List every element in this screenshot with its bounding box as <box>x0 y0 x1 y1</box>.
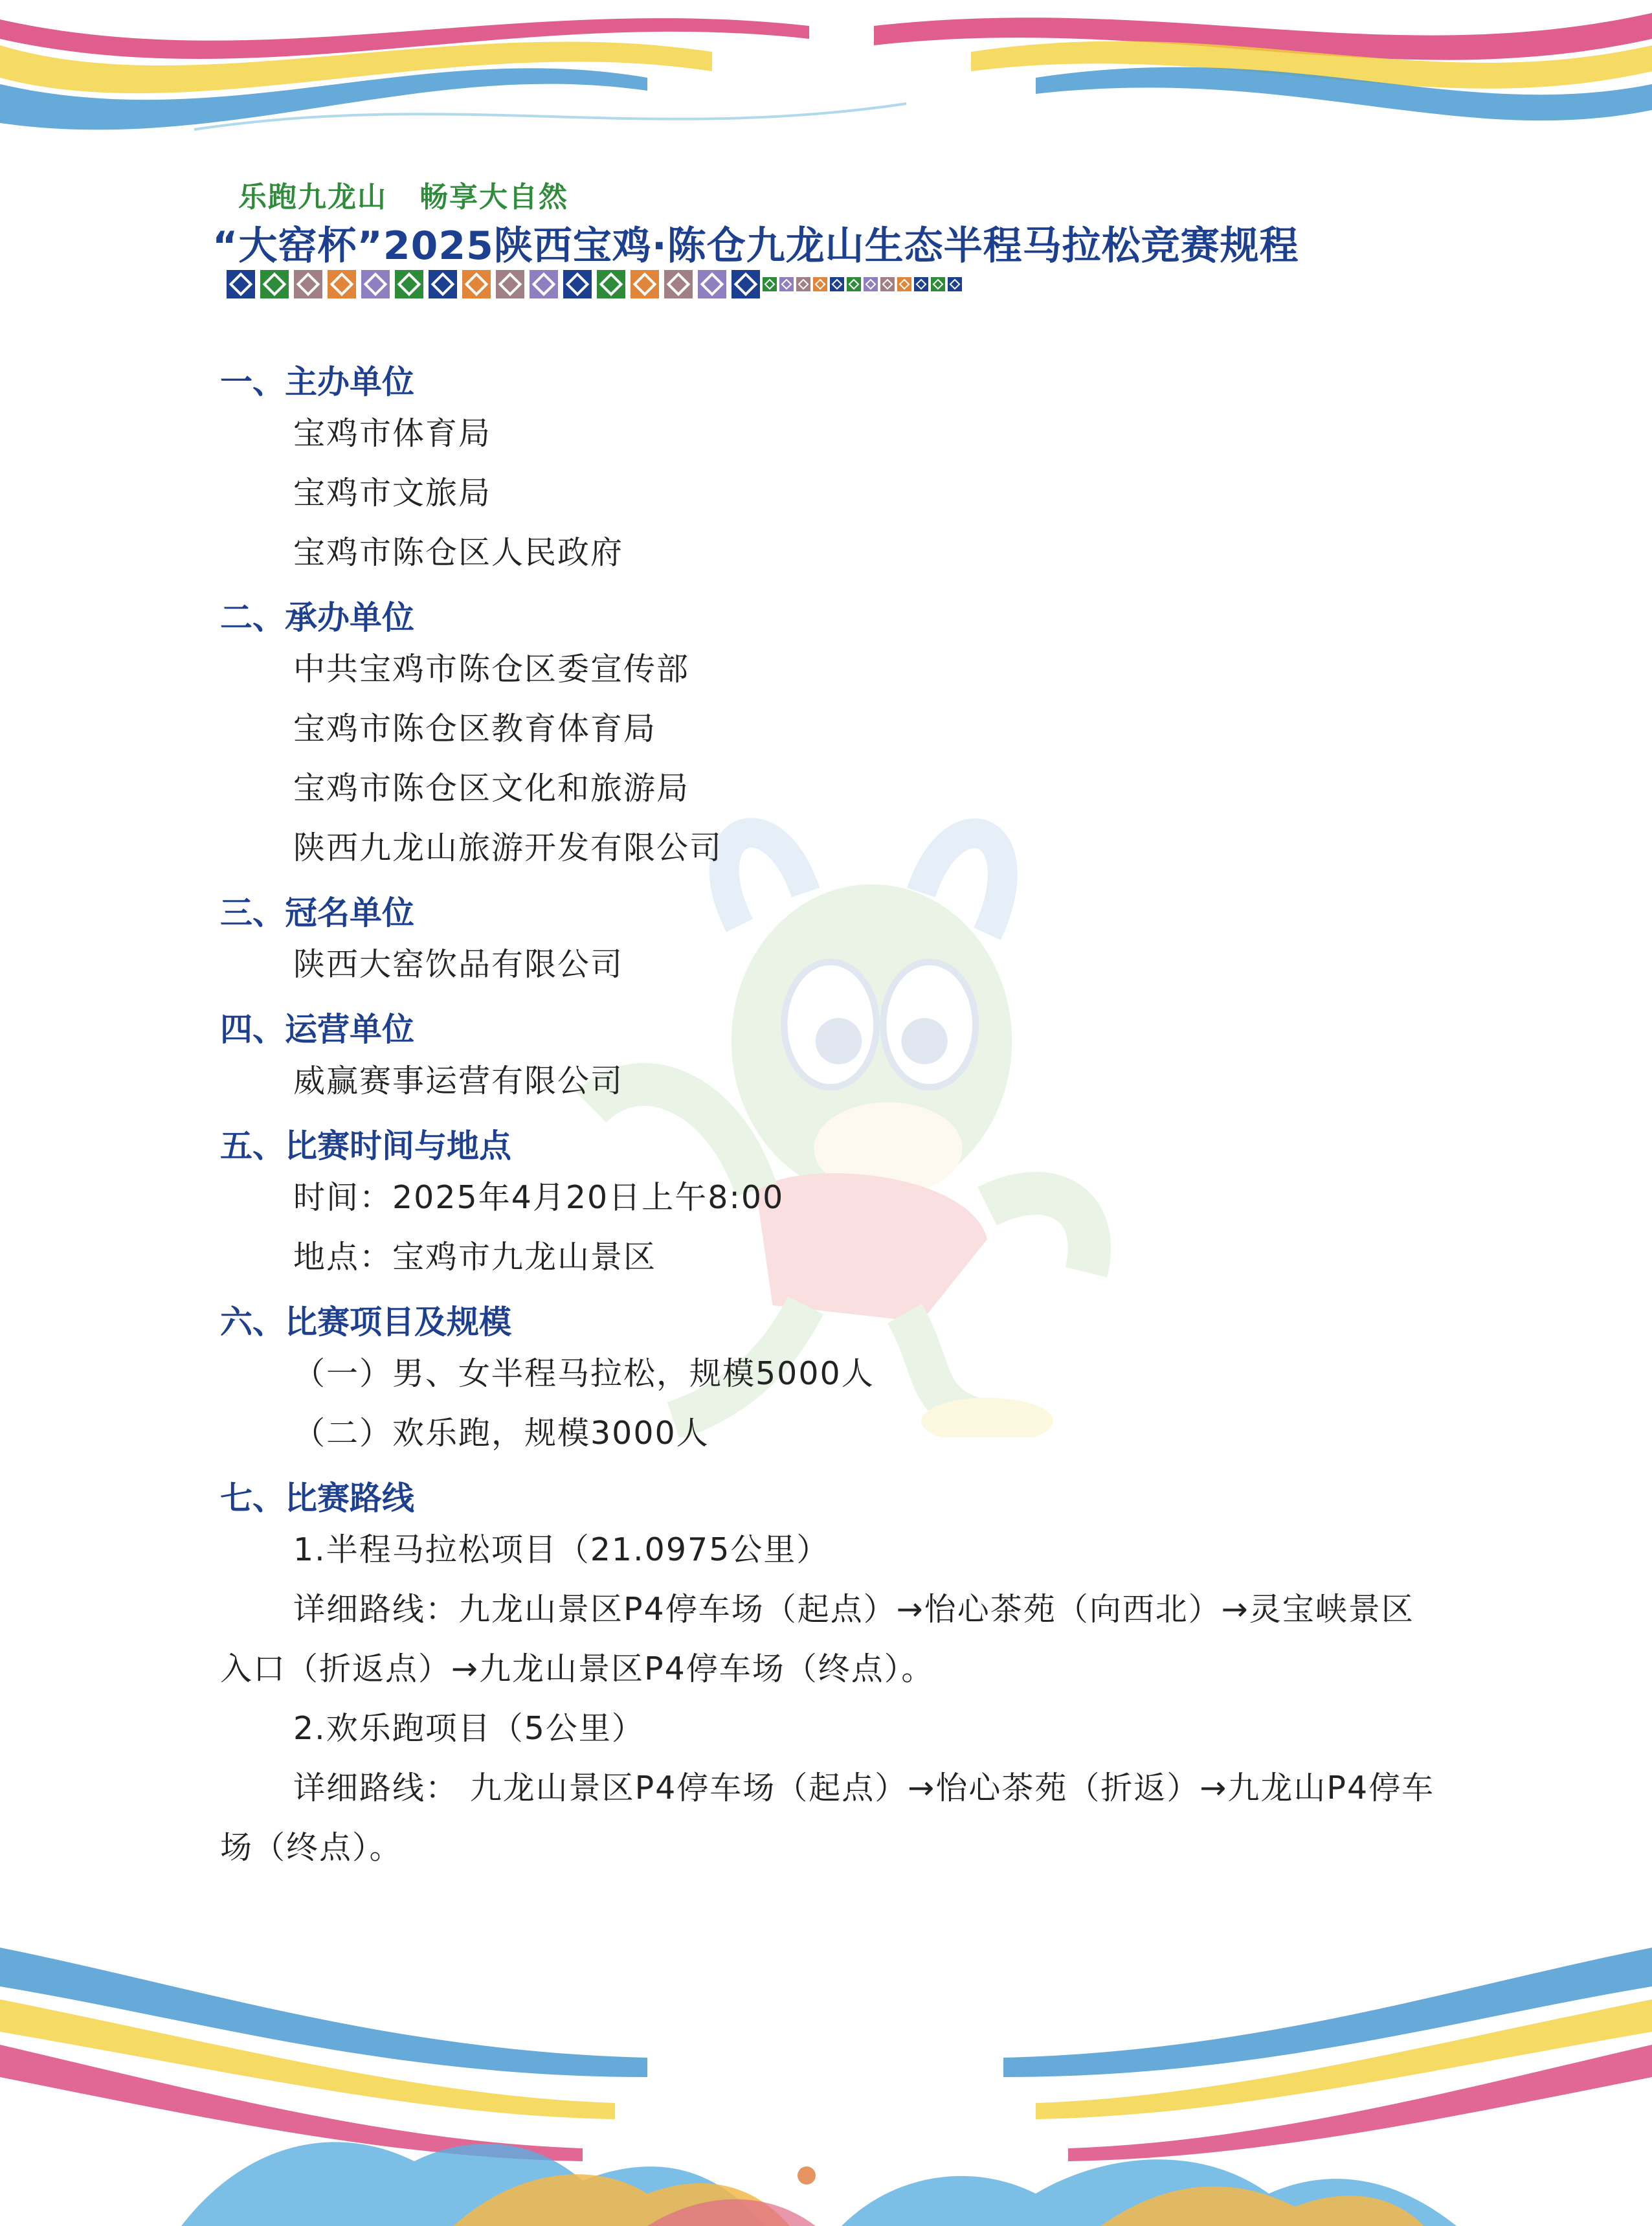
diamond-icon <box>395 270 423 298</box>
top-ribbon-decoration <box>0 0 1652 155</box>
slogan-part-2: 畅享大自然 <box>419 181 568 214</box>
section-heading-title-sponsor: 三、冠名单位 <box>220 894 414 932</box>
diamond-icon <box>462 270 491 298</box>
half-marathon-title: 1.半程马拉松项目（21.0975公里） <box>293 1531 830 1568</box>
diamond-icon <box>429 270 457 298</box>
diamond-icon <box>631 270 659 298</box>
diamond-icon <box>294 270 322 298</box>
small-diamond-icon <box>948 277 962 291</box>
diamond-icon <box>496 270 524 298</box>
list-item: 宝鸡市文旅局 <box>293 475 492 512</box>
list-item: 宝鸡市体育局 <box>293 415 492 452</box>
list-item: 宝鸡市陈仓区文化和旅游局 <box>293 770 690 807</box>
small-diamond-icon <box>813 277 827 291</box>
diamond-icon <box>361 270 390 298</box>
section-heading-route: 七、比赛路线 <box>220 1479 414 1517</box>
diamond-icon <box>530 270 558 298</box>
small-diamond-icon <box>830 277 844 291</box>
diamond-icon <box>698 270 726 298</box>
half-marathon-route: 详细路线：九龙山景区P4停车场（起点）→怡心茶苑（向西北）→灵宝峡景区入口（折返点）→九龙山景区P4停车场（终点）。 <box>220 1591 1414 1687</box>
list-item: （一）男、女半程马拉松，规模5000人 <box>293 1355 875 1392</box>
small-diamond-icon <box>897 277 911 291</box>
race-time: 时间：2025年4月20日上午8:00 <box>293 1179 785 1216</box>
diamond-icon <box>731 270 760 298</box>
small-diamond-icon <box>796 277 810 291</box>
small-diamond-icon <box>864 277 878 291</box>
list-item: 中共宝鸡市陈仓区委宣传部 <box>293 651 690 688</box>
diamond-icon <box>328 270 356 298</box>
fun-run-route: 详细路线： 九龙山景区P4停车场（起点）→怡心茶苑（折返）→九龙山P4停车场（终点）。 <box>220 1770 1435 1866</box>
list-item: 陕西大窑饮品有限公司 <box>293 946 624 983</box>
small-diamond-icon <box>763 277 777 291</box>
list-item: 宝鸡市陈仓区人民政府 <box>293 534 624 571</box>
small-diamond-icon <box>847 277 861 291</box>
section-heading-undertaker: 二、承办单位 <box>220 599 414 636</box>
list-item: 威赢赛事运营有限公司 <box>293 1062 624 1099</box>
diamond-icon <box>260 270 289 298</box>
small-diamond-icon <box>914 277 928 291</box>
list-item: 陕西九龙山旅游开发有限公司 <box>293 829 723 866</box>
diamond-pattern-divider <box>227 268 962 300</box>
diamond-icon <box>227 270 255 298</box>
document-body <box>220 350 1437 1878</box>
race-location: 地点：宝鸡市九龙山景区 <box>293 1239 657 1276</box>
slogan-part-1: 乐跑九龙山 <box>238 181 387 214</box>
small-diamond-icon <box>880 277 895 291</box>
section-heading-events: 六、比赛项目及规模 <box>220 1303 511 1341</box>
fun-run-title: 2.欢乐跑项目（5公里） <box>293 1710 645 1747</box>
list-item: 宝鸡市陈仓区教育体育局 <box>293 710 657 747</box>
small-diamond-icon <box>931 277 945 291</box>
page-title: “大窑杯”2025陕西宝鸡·陈仓九龙山生态半程马拉松竞赛规程 <box>212 223 1299 269</box>
section-heading-organizer: 一、主办单位 <box>220 363 414 401</box>
list-item: （二）欢乐跑，规模3000人 <box>293 1415 709 1452</box>
bottom-mountain-decoration <box>0 1948 1652 2226</box>
small-diamond-icon <box>779 277 794 291</box>
diamond-icon <box>664 270 693 298</box>
diamond-icon <box>597 270 625 298</box>
slogan <box>238 174 568 215</box>
diamond-icon <box>563 270 592 298</box>
section-heading-operator: 四、运营单位 <box>220 1011 414 1048</box>
section-heading-time-location: 五、比赛时间与地点 <box>220 1127 511 1165</box>
